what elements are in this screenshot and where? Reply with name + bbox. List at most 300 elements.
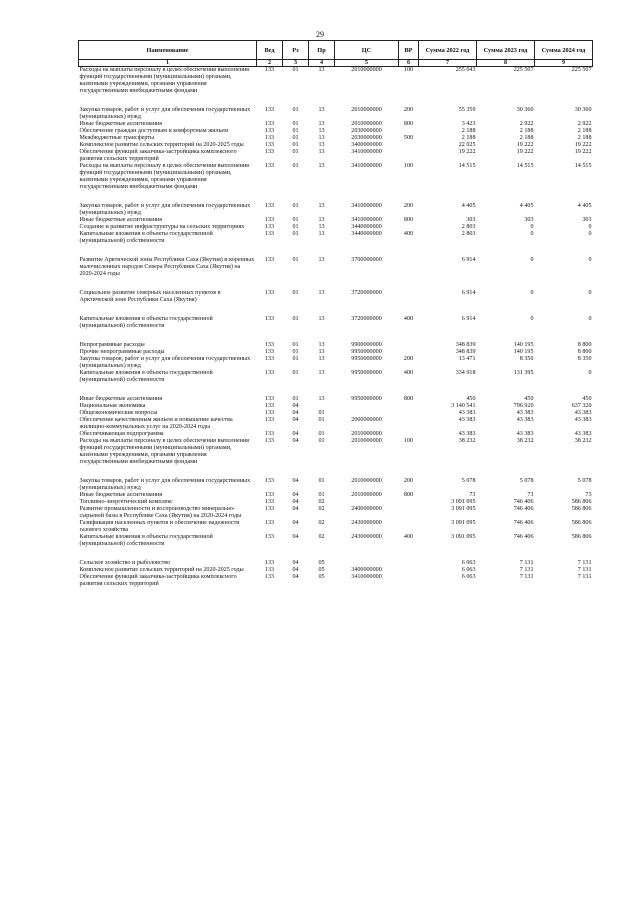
row-name: Закупка товаров, работ и услуг для обеспечения государственных (муниципальных) нужд xyxy=(79,478,251,491)
row-sum-2022: 73 xyxy=(469,492,476,498)
row-cs: 3440000000 xyxy=(351,224,382,230)
row-name: Иные бюджетные ассигнования xyxy=(79,396,163,402)
row-ved: 133 xyxy=(264,121,275,127)
row-sum-2023: 225 507 xyxy=(513,67,534,73)
row-cs: 3700000000 xyxy=(351,257,382,263)
table-row xyxy=(79,149,593,163)
column-header: ВР xyxy=(399,41,419,60)
row-vr xyxy=(399,417,419,431)
row-ved: 133 xyxy=(264,135,275,141)
row-ved: 133 xyxy=(264,520,275,526)
row-cs: 2010000000 xyxy=(351,67,382,73)
row-vr xyxy=(399,499,419,506)
row-sum-2024: 7 131 xyxy=(577,560,592,566)
row-rz: 01 xyxy=(292,342,299,348)
row-sum-2022: 3 091 095 xyxy=(451,534,476,540)
row-cs: 9900000000 xyxy=(351,342,382,348)
row-sum-2024: 14 515 xyxy=(574,163,592,169)
row-ved: 133 xyxy=(264,492,275,498)
row-cs: 3410000000 xyxy=(351,574,382,580)
row-name: Обеспечение граждан доступным и комфортным жильем xyxy=(79,128,228,134)
table-body xyxy=(79,67,593,589)
row-sum-2023: 8 350 xyxy=(519,356,534,362)
row-ved: 133 xyxy=(264,128,275,134)
row-rz: 01 xyxy=(292,396,299,402)
row-cs: 3440000000 xyxy=(351,231,382,237)
table-row xyxy=(79,417,593,431)
row-sum-2023: 746 406 xyxy=(513,499,534,505)
row-pr: 13 xyxy=(318,163,325,169)
column-header: Сумма 2022 год xyxy=(419,41,477,60)
row-name: Газификация населенных пунктов и обеспечение надежности газового хозяйства xyxy=(79,520,240,533)
row-sum-2023: 43 383 xyxy=(516,410,534,416)
row-pr: 13 xyxy=(318,107,325,113)
row-cs: 3720000000 xyxy=(351,316,382,322)
row-ved: 133 xyxy=(264,417,275,423)
row-sum-2022: 3 091 095 xyxy=(451,499,476,505)
row-name: Обеспечение функций заказчика-застройщика комплексного развития сельских территорий xyxy=(79,574,237,587)
row-name: Расходы на выплаты персоналу в целях обеспечения выполнения функций государственными (муниципальными) органами, казенными учреждениями, органами управления государственными внебюджетными фондами xyxy=(79,163,249,190)
table-row xyxy=(79,410,593,417)
row-name: Развитие промышленности и воспроизводство минерально-сырьевой базы в Республике Саха (Якутия) на 2020-2024 годы xyxy=(79,506,242,519)
row-vr xyxy=(399,224,419,231)
row-sum-2023: 2 188 xyxy=(519,128,534,134)
table-row xyxy=(79,431,593,438)
row-sum-2023: 38 232 xyxy=(516,438,534,444)
row-pr: 13 xyxy=(318,290,325,296)
row-pr: 05 xyxy=(318,567,325,573)
row-cs: 2430000000 xyxy=(351,520,382,526)
row-rz: 04 xyxy=(292,506,299,512)
row-ved: 133 xyxy=(264,342,275,348)
row-pr: 01 xyxy=(318,492,325,498)
row-sum-2023: 303 xyxy=(524,217,534,223)
row-name: Иные бюджетные ассигнования xyxy=(79,492,163,498)
table-row xyxy=(79,278,593,304)
row-sum-2024: 5 078 xyxy=(577,478,592,484)
row-sum-2024: 0 xyxy=(588,257,592,263)
row-ved: 133 xyxy=(264,370,275,376)
row-cs: 9950000000 xyxy=(351,396,382,402)
row-ved: 133 xyxy=(264,163,275,169)
row-sum-2024: 8 800 xyxy=(577,349,592,355)
row-rz: 04 xyxy=(292,520,299,526)
row-sum-2022: 334 918 xyxy=(455,370,476,376)
row-cs xyxy=(335,410,399,417)
row-sum-2023: 19 222 xyxy=(516,142,534,148)
table-row xyxy=(79,370,593,384)
row-sum-2024: 30 360 xyxy=(574,107,592,113)
row-sum-2024: 8 350 xyxy=(577,356,592,362)
row-sum-2022: 38 232 xyxy=(458,438,476,444)
row-sum-2024: 0 xyxy=(588,224,592,230)
table-row xyxy=(79,304,593,330)
row-sum-2024: 4 405 xyxy=(577,203,592,209)
row-cs: 3410000000 xyxy=(351,217,382,223)
row-ved: 133 xyxy=(264,257,275,263)
row-cs: 2010000000 xyxy=(351,478,382,484)
column-header: Наименование xyxy=(79,41,257,60)
row-sum-2023: 43 383 xyxy=(516,417,534,423)
row-ved: 133 xyxy=(264,67,275,73)
row-vr xyxy=(399,567,419,574)
row-rz: 01 xyxy=(292,257,299,263)
row-vr: 400 xyxy=(403,370,414,376)
row-vr xyxy=(399,149,419,163)
column-index: 9 xyxy=(535,60,593,67)
row-name: Капитальные вложения в объекты государственной (муниципальной) собственности xyxy=(79,370,213,383)
row-vr: 400 xyxy=(403,231,414,237)
row-sum-2023: 0 xyxy=(530,257,534,263)
row-name: Комплексное развитие сельских территорий на 2020-2025 годы xyxy=(79,567,244,573)
row-rz: 01 xyxy=(292,316,299,322)
row-pr: 13 xyxy=(318,149,325,155)
row-sum-2022: 19 222 xyxy=(458,149,476,155)
row-sum-2024: 586 806 xyxy=(571,534,592,540)
row-name: Иные бюджетные ассигнования xyxy=(79,217,163,223)
column-index: 1 xyxy=(79,60,257,67)
row-rz: 01 xyxy=(292,135,299,141)
table-row xyxy=(79,520,593,534)
row-sum-2024: 38 232 xyxy=(574,438,592,444)
table-row xyxy=(79,567,593,574)
row-sum-2024: 73 xyxy=(585,492,592,498)
row-vr: 200 xyxy=(403,203,414,209)
row-ved: 133 xyxy=(264,231,275,237)
row-pr: 13 xyxy=(318,349,325,355)
page-number: 29 xyxy=(316,30,324,39)
table-row xyxy=(79,356,593,370)
row-pr: 13 xyxy=(318,231,325,237)
row-cs: 3410000000 xyxy=(351,203,382,209)
row-rz: 04 xyxy=(292,403,299,409)
row-pr: 13 xyxy=(318,370,325,376)
row-sum-2024: 450 xyxy=(582,396,592,402)
row-vr xyxy=(399,128,419,135)
row-sum-2024: 7 131 xyxy=(577,567,592,573)
row-rz: 01 xyxy=(292,142,299,148)
row-cs: 2030000000 xyxy=(351,128,382,134)
table-row xyxy=(79,574,593,588)
row-sum-2022: 3 140 541 xyxy=(451,403,476,409)
row-rz: 04 xyxy=(292,410,299,416)
row-sum-2022: 6 063 xyxy=(461,567,476,573)
row-sum-2024: 586 806 xyxy=(571,506,592,512)
budget-table xyxy=(78,40,593,588)
table-row xyxy=(79,135,593,142)
row-ved: 133 xyxy=(264,356,275,362)
row-vr: 800 xyxy=(403,217,414,223)
row-cs xyxy=(335,499,399,506)
row-ved: 133 xyxy=(264,506,275,512)
row-sum-2023: 450 xyxy=(524,396,534,402)
row-name: Топливно-энергетический комплекс xyxy=(79,499,173,505)
row-pr: 13 xyxy=(318,217,325,223)
table-row xyxy=(79,534,593,548)
row-sum-2022: 2 188 xyxy=(461,128,476,134)
row-sum-2023: 7 131 xyxy=(519,567,534,573)
row-sum-2022: 3 423 xyxy=(461,121,476,127)
row-ved: 133 xyxy=(264,290,275,296)
row-pr: 13 xyxy=(318,257,325,263)
row-sum-2023: 5 078 xyxy=(519,478,534,484)
row-sum-2022: 14 515 xyxy=(458,163,476,169)
row-rz: 01 xyxy=(292,163,299,169)
row-sum-2023: 0 xyxy=(530,224,534,230)
row-cs: 2010000000 xyxy=(351,431,382,437)
table-row xyxy=(79,499,593,506)
row-vr: 100 xyxy=(403,163,414,169)
row-cs: 3410000000 xyxy=(351,163,382,169)
row-pr: 01 xyxy=(318,431,325,437)
row-name: Развитие Арктической зоны Республики Саха (Якутия) и коренных малочисленных народов Севера Республики Саха (Якутия) на 2020-2024 годы xyxy=(79,257,255,277)
row-sum-2023: 140 195 xyxy=(513,342,534,348)
column-index: 3 xyxy=(283,60,309,67)
row-pr: 05 xyxy=(318,574,325,580)
row-name: Непрограммные расходы xyxy=(79,342,145,348)
row-sum-2024: 8 800 xyxy=(577,342,592,348)
row-vr xyxy=(399,410,419,417)
row-vr: 200 xyxy=(403,356,414,362)
row-sum-2022: 22 025 xyxy=(458,142,476,148)
row-cs: 2000000000 xyxy=(351,417,382,423)
column-index: 6 xyxy=(399,60,419,67)
row-name: Прочие непрограммные расходы xyxy=(79,349,165,355)
row-sum-2024: 0 xyxy=(588,370,592,376)
row-pr: 13 xyxy=(318,67,325,73)
row-vr: 800 xyxy=(403,492,414,498)
row-sum-2023: 746 406 xyxy=(513,534,534,540)
column-header: Вед xyxy=(257,41,283,60)
table-row xyxy=(79,67,593,96)
row-sum-2022: 303 xyxy=(466,217,476,223)
column-index: 5 xyxy=(335,60,399,67)
row-pr: 13 xyxy=(318,135,325,141)
row-rz: 04 xyxy=(292,567,299,573)
row-sum-2024: 586 806 xyxy=(571,520,592,526)
row-pr: 01 xyxy=(318,410,325,416)
table-row xyxy=(79,95,593,121)
row-cs: 2010000000 xyxy=(351,107,382,113)
row-rz: 04 xyxy=(292,417,299,423)
row-ved: 133 xyxy=(264,142,275,148)
row-vr xyxy=(399,403,419,410)
row-sum-2024: 0 xyxy=(588,316,592,322)
row-vr xyxy=(399,278,419,304)
row-sum-2024: 303 xyxy=(582,217,592,223)
row-rz: 01 xyxy=(292,121,299,127)
row-sum-2023: 7 131 xyxy=(519,560,534,566)
row-rz: 01 xyxy=(292,128,299,134)
table-row xyxy=(79,121,593,128)
column-header: ЦС xyxy=(335,41,399,60)
row-sum-2023: 0 xyxy=(530,231,534,237)
row-sum-2024: 43 383 xyxy=(574,431,592,437)
row-rz: 04 xyxy=(292,478,299,484)
row-vr: 800 xyxy=(403,121,414,127)
row-sum-2024: 0 xyxy=(588,231,592,237)
row-vr xyxy=(399,548,419,567)
row-sum-2023: 14 515 xyxy=(516,163,534,169)
row-name: Сельское хозяйство и рыболовство xyxy=(79,560,171,566)
row-sum-2023: 19 222 xyxy=(516,149,534,155)
row-sum-2022: 6 914 xyxy=(461,290,476,296)
row-sum-2024: 2 922 xyxy=(577,121,592,127)
row-name: Обеспечение качественным жильем и повышение качества жилищно-коммунальных услуг на 2020-2024 годы xyxy=(79,417,233,430)
row-sum-2023: 746 406 xyxy=(513,520,534,526)
column-index: 8 xyxy=(477,60,535,67)
row-sum-2023: 746 406 xyxy=(513,506,534,512)
table-row xyxy=(79,384,593,403)
table-row xyxy=(79,506,593,520)
row-pr: 02 xyxy=(318,520,325,526)
row-rz: 01 xyxy=(292,217,299,223)
table-row xyxy=(79,142,593,149)
row-name: Капитальные вложения в объекты государственной (муниципальной) собственности xyxy=(79,534,213,547)
row-sum-2024: 7 131 xyxy=(577,574,592,580)
row-vr xyxy=(399,431,419,438)
row-sum-2023: 131 395 xyxy=(513,370,534,376)
row-ved: 133 xyxy=(264,410,275,416)
row-pr xyxy=(309,403,335,410)
row-sum-2022: 4 405 xyxy=(461,203,476,209)
row-ved: 133 xyxy=(264,431,275,437)
table-row xyxy=(79,466,593,492)
row-ved: 133 xyxy=(264,396,275,402)
row-cs: 3400000000 xyxy=(351,142,382,148)
row-sum-2024: 586 806 xyxy=(571,499,592,505)
row-sum-2022: 2 803 xyxy=(461,224,476,230)
row-rz: 01 xyxy=(292,203,299,209)
row-name: Социальное развитие северных населенных пунктов в Арктической зоне Республики Саха (Якутия) xyxy=(79,290,221,303)
row-sum-2022: 13 471 xyxy=(458,356,476,362)
column-header: Рз xyxy=(283,41,309,60)
row-name: Национальная экономика xyxy=(79,403,146,409)
row-pr: 13 xyxy=(318,342,325,348)
row-ved: 133 xyxy=(264,316,275,322)
row-cs: 3400000000 xyxy=(351,567,382,573)
row-ved: 133 xyxy=(264,478,275,484)
table-row xyxy=(79,438,593,466)
row-sum-2022: 43 383 xyxy=(458,410,476,416)
row-pr: 01 xyxy=(318,438,325,444)
row-sum-2024: 637 320 xyxy=(571,403,592,409)
row-sum-2022: 6 063 xyxy=(461,574,476,580)
row-sum-2022: 255 043 xyxy=(455,67,476,73)
row-rz: 04 xyxy=(292,534,299,540)
row-cs xyxy=(335,403,399,410)
row-vr xyxy=(399,330,419,349)
table-row xyxy=(79,128,593,135)
table-row xyxy=(79,492,593,499)
table-row xyxy=(79,163,593,191)
row-rz: 01 xyxy=(292,224,299,230)
row-vr xyxy=(399,506,419,520)
table-row xyxy=(79,231,593,245)
row-vr: 400 xyxy=(403,316,414,322)
row-name: Общеэкономические вопросы xyxy=(79,410,158,416)
row-pr: 13 xyxy=(318,224,325,230)
row-sum-2023: 2 188 xyxy=(519,135,534,141)
row-sum-2022: 450 xyxy=(466,396,476,402)
row-pr: 02 xyxy=(318,506,325,512)
header-index-row xyxy=(79,60,593,67)
row-name: Капитальные вложения в объекты государственной (муниципальной) собственности xyxy=(79,316,213,329)
row-pr: 13 xyxy=(318,316,325,322)
row-pr: 01 xyxy=(318,478,325,484)
column-index: 2 xyxy=(257,60,283,67)
row-ved: 133 xyxy=(264,567,275,573)
row-sum-2024: 225 507 xyxy=(571,67,592,73)
row-name: Обеспечивающая подпрограмма xyxy=(79,431,164,437)
row-sum-2024: 19 222 xyxy=(574,142,592,148)
row-rz: 04 xyxy=(292,499,299,505)
row-vr xyxy=(399,520,419,534)
row-sum-2023: 4 405 xyxy=(519,203,534,209)
row-sum-2023: 0 xyxy=(530,290,534,296)
row-ved: 133 xyxy=(264,224,275,230)
row-rz: 01 xyxy=(292,370,299,376)
row-sum-2022: 43 383 xyxy=(458,431,476,437)
column-header: Сумма 2023 год xyxy=(477,41,535,60)
row-pr: 13 xyxy=(318,121,325,127)
row-vr xyxy=(399,142,419,149)
row-sum-2023: 796 920 xyxy=(513,403,534,409)
row-sum-2024: 2 188 xyxy=(577,135,592,141)
row-name: Капитальные вложения в объекты государственной (муниципальной) собственности xyxy=(79,231,213,244)
table-row xyxy=(79,191,593,217)
row-vr: 500 xyxy=(403,135,414,141)
row-rz: 04 xyxy=(292,438,299,444)
row-pr: 01 xyxy=(318,417,325,423)
row-name: Расходы на выплаты персоналу в целях обеспечения выполнения функций государственными (муниципальными) органами, казенными учреждениями, органами управления государственными внебюджетными фондами xyxy=(79,67,249,94)
row-sum-2023: 7 131 xyxy=(519,574,534,580)
row-pr: 13 xyxy=(318,396,325,402)
row-ved: 133 xyxy=(264,203,275,209)
table-row xyxy=(79,224,593,231)
row-pr: 02 xyxy=(318,499,325,505)
row-sum-2022: 3 091 095 xyxy=(451,506,476,512)
row-name: Закупка товаров, работ и услуг для обеспечения государственных (муниципальных) нужд xyxy=(79,203,251,216)
row-name: Иные бюджетные ассигнования xyxy=(79,121,163,127)
row-rz: 01 xyxy=(292,356,299,362)
row-name: Создание и развитие инфраструктуры на сельских территориях xyxy=(79,224,245,230)
row-ved: 133 xyxy=(264,560,275,566)
column-header: Сумма 2024 год xyxy=(535,41,593,60)
row-sum-2022: 43 383 xyxy=(458,417,476,423)
row-cs: 3410000000 xyxy=(351,149,382,155)
row-rz: 01 xyxy=(292,67,299,73)
row-vr: 100 xyxy=(403,67,414,73)
row-cs: 3720000000 xyxy=(351,290,382,296)
row-sum-2024: 43 383 xyxy=(574,417,592,423)
column-header: Пр xyxy=(309,41,335,60)
row-sum-2024: 19 222 xyxy=(574,149,592,155)
row-ved: 133 xyxy=(264,534,275,540)
row-cs xyxy=(335,548,399,567)
row-cs: 2010000000 xyxy=(351,121,382,127)
row-pr: 02 xyxy=(318,534,325,540)
row-ved: 133 xyxy=(264,438,275,444)
row-name: Комплексное развитие сельских территорий на 2020-2025 годы xyxy=(79,142,244,148)
row-vr xyxy=(399,349,419,356)
row-sum-2022: 6 914 xyxy=(461,316,476,322)
row-cs: 2430000000 xyxy=(351,534,382,540)
row-sum-2024: 43 383 xyxy=(574,410,592,416)
row-sum-2023: 73 xyxy=(527,492,534,498)
row-rz: 04 xyxy=(292,431,299,437)
row-sum-2022: 348 839 xyxy=(455,349,476,355)
